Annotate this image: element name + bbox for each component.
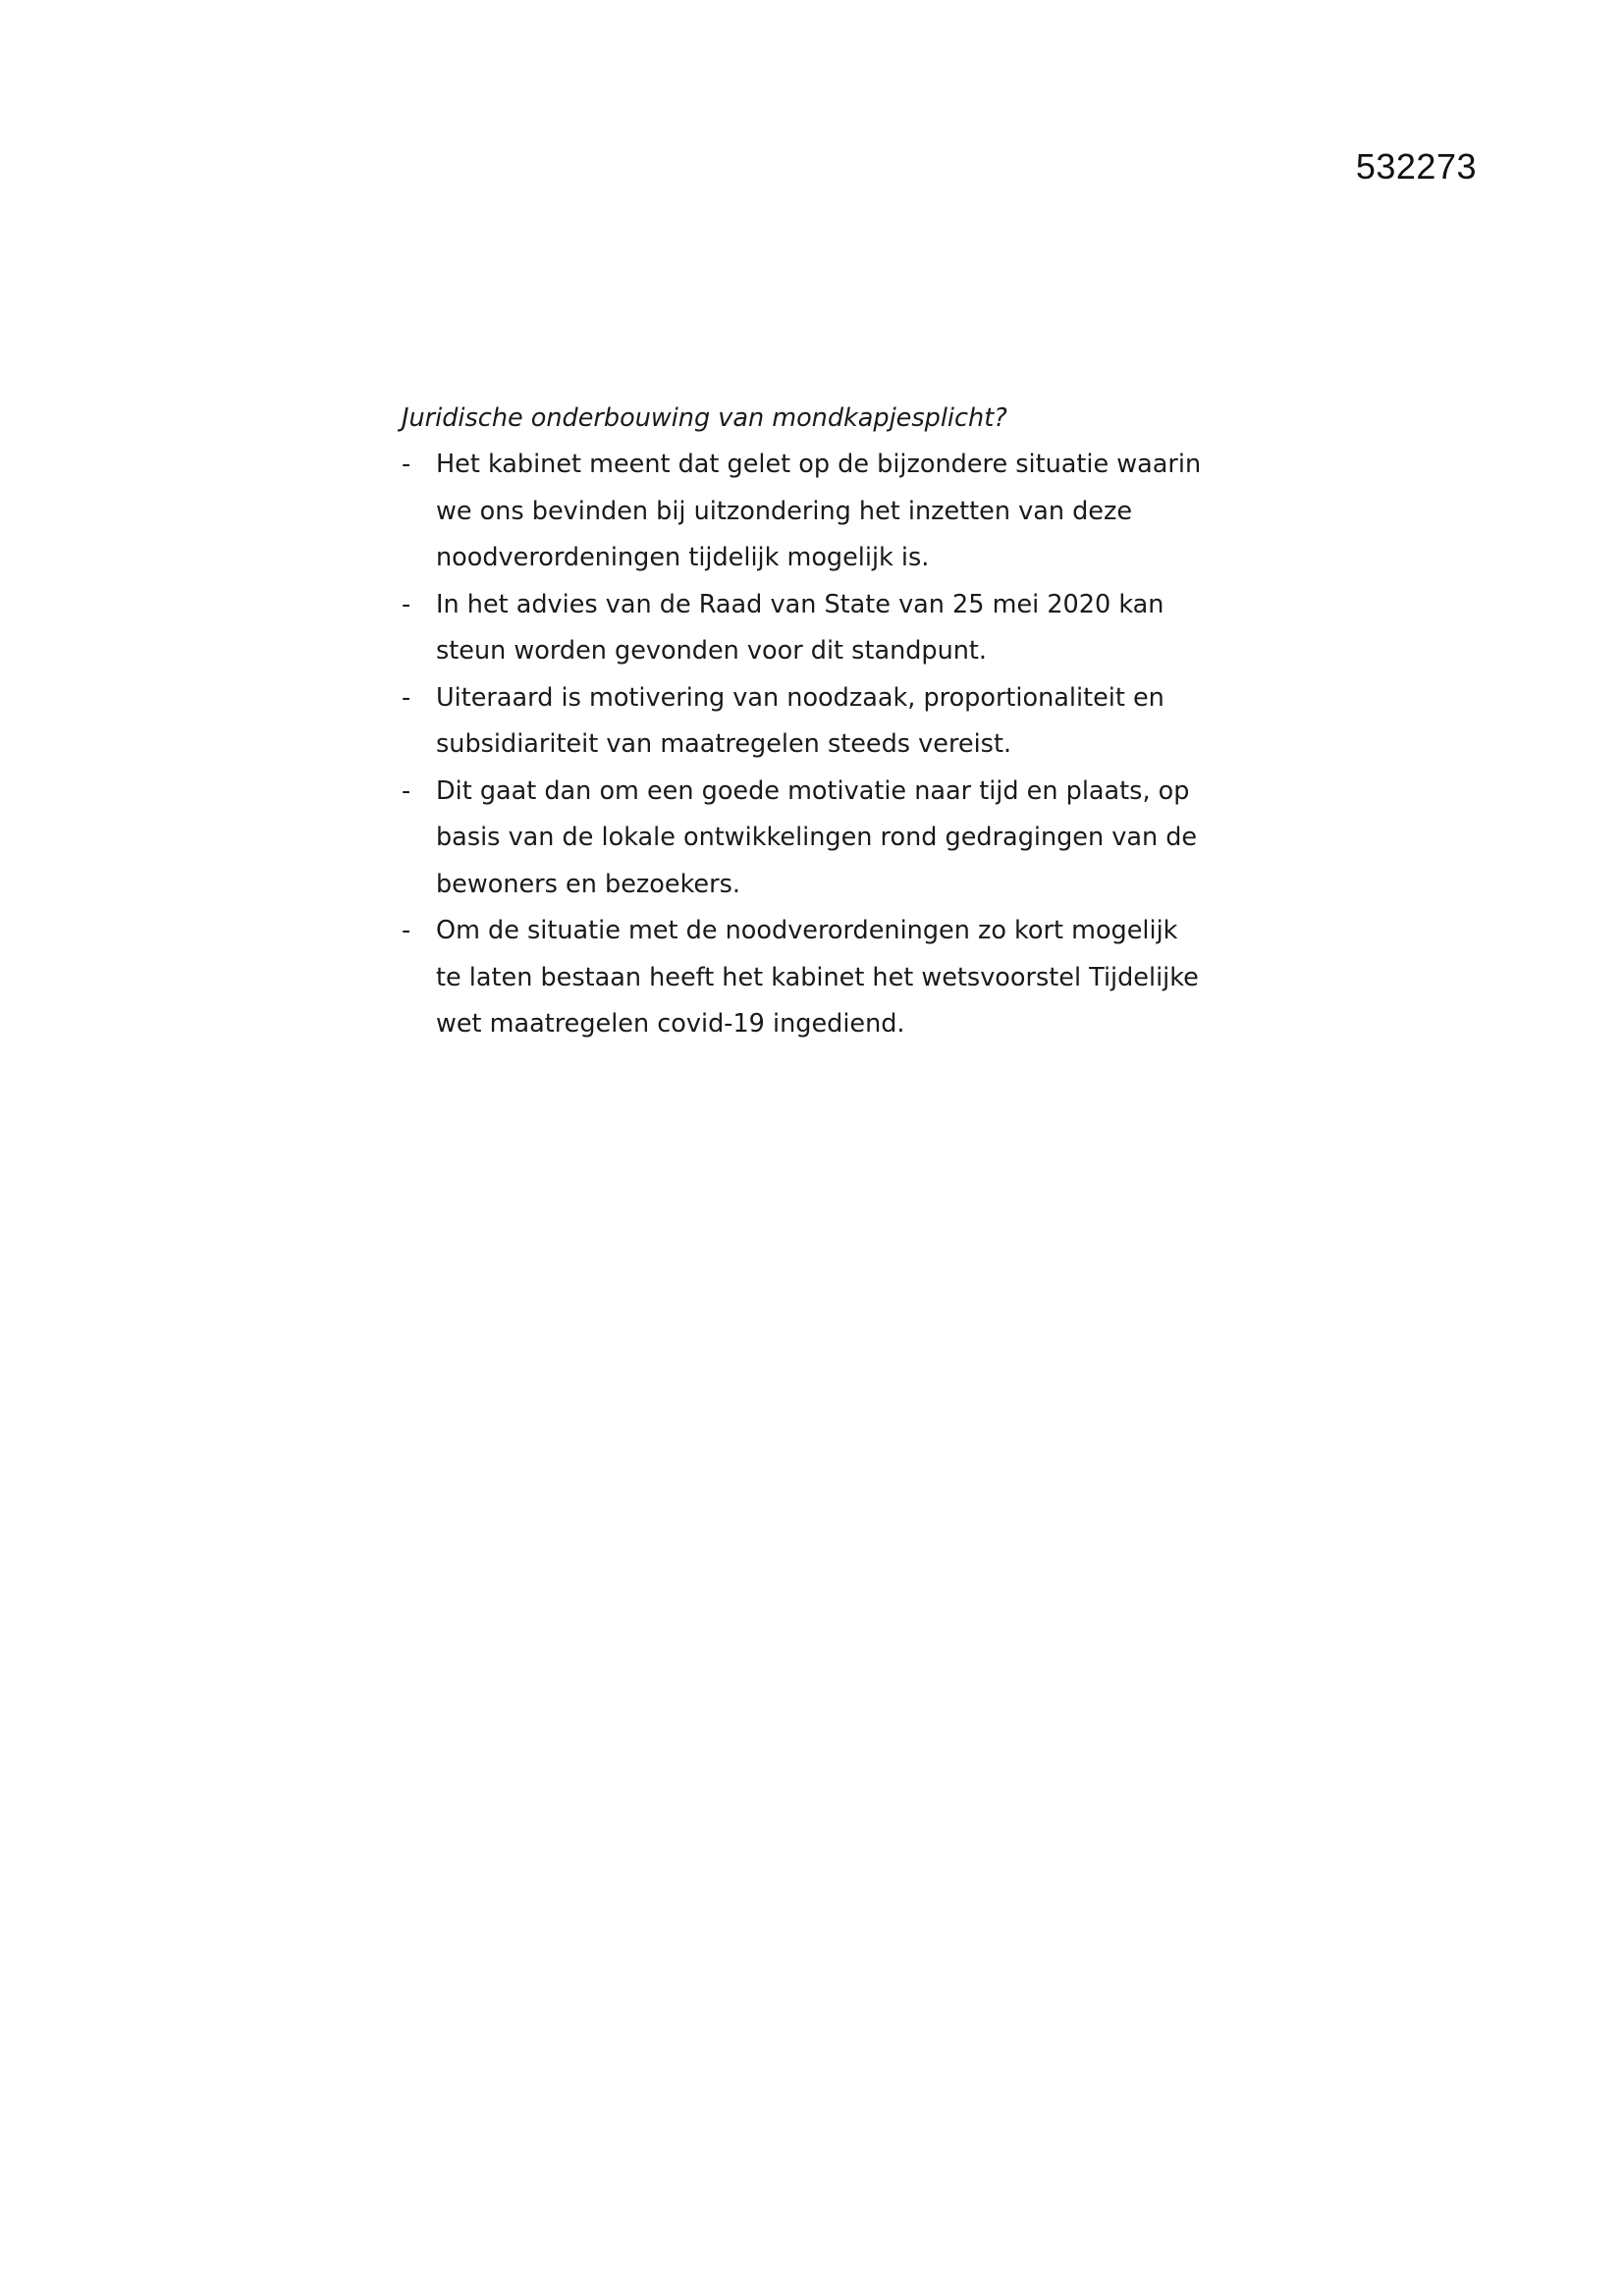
bullet-item (402, 769, 1246, 909)
bullet-item (402, 442, 1246, 582)
bullet-item (402, 582, 1246, 675)
bullet-dash: - (402, 916, 411, 945)
bullet-item (402, 908, 1246, 1048)
bullet-text-line: we ons bevinden bij uitzondering het inzetten van deze (436, 496, 1133, 526)
document-body (402, 395, 1246, 1048)
bullet-list (402, 442, 1246, 1048)
bullet-text-line: bewoners en bezoekers. (436, 869, 740, 899)
bullet-text-line: steun worden gevonden voor dit standpunt. (436, 636, 988, 666)
bullet-text-line: noodverordeningen tijdelijk mogelijk is. (436, 543, 930, 572)
document-number: 532273 (1355, 146, 1477, 187)
bullet-text-line: Om de situatie met de noodverordeningen zo kort mogelijk (436, 916, 1178, 945)
bullet-text-line: Dit gaat dan om een goede motivatie naar tijd en plaats, op (436, 775, 1190, 806)
bullet-dash: - (402, 589, 411, 619)
bullet-dash: - (402, 775, 411, 806)
bullet-item (402, 675, 1246, 769)
bullet-dash: - (402, 450, 411, 479)
bullet-text-line: Het kabinet meent dat gelet op de bijzondere situatie waarin (436, 450, 1202, 479)
bullet-dash: - (402, 682, 411, 713)
bullet-text-line: In het advies van de Raad van State van 25 mei 2020 kan (436, 589, 1164, 619)
bullet-text-line: basis van de lokale ontwikkelingen rond gedragingen van de (436, 823, 1198, 852)
bullet-text-line: te laten bestaan heeft het kabinet het wetsvoorstel Tijdelijke (436, 962, 1199, 992)
bullet-text-line: wet maatregelen covid-19 ingediend. (436, 1009, 905, 1039)
section-heading: Juridische onderbouwing van mondkapjesplicht? (402, 403, 1007, 433)
bullet-text-line: subsidiariteit van maatregelen steeds vereist. (436, 729, 1012, 759)
bullet-text-line: Uiteraard is motivering van noodzaak, proportionaliteit en (436, 682, 1164, 713)
